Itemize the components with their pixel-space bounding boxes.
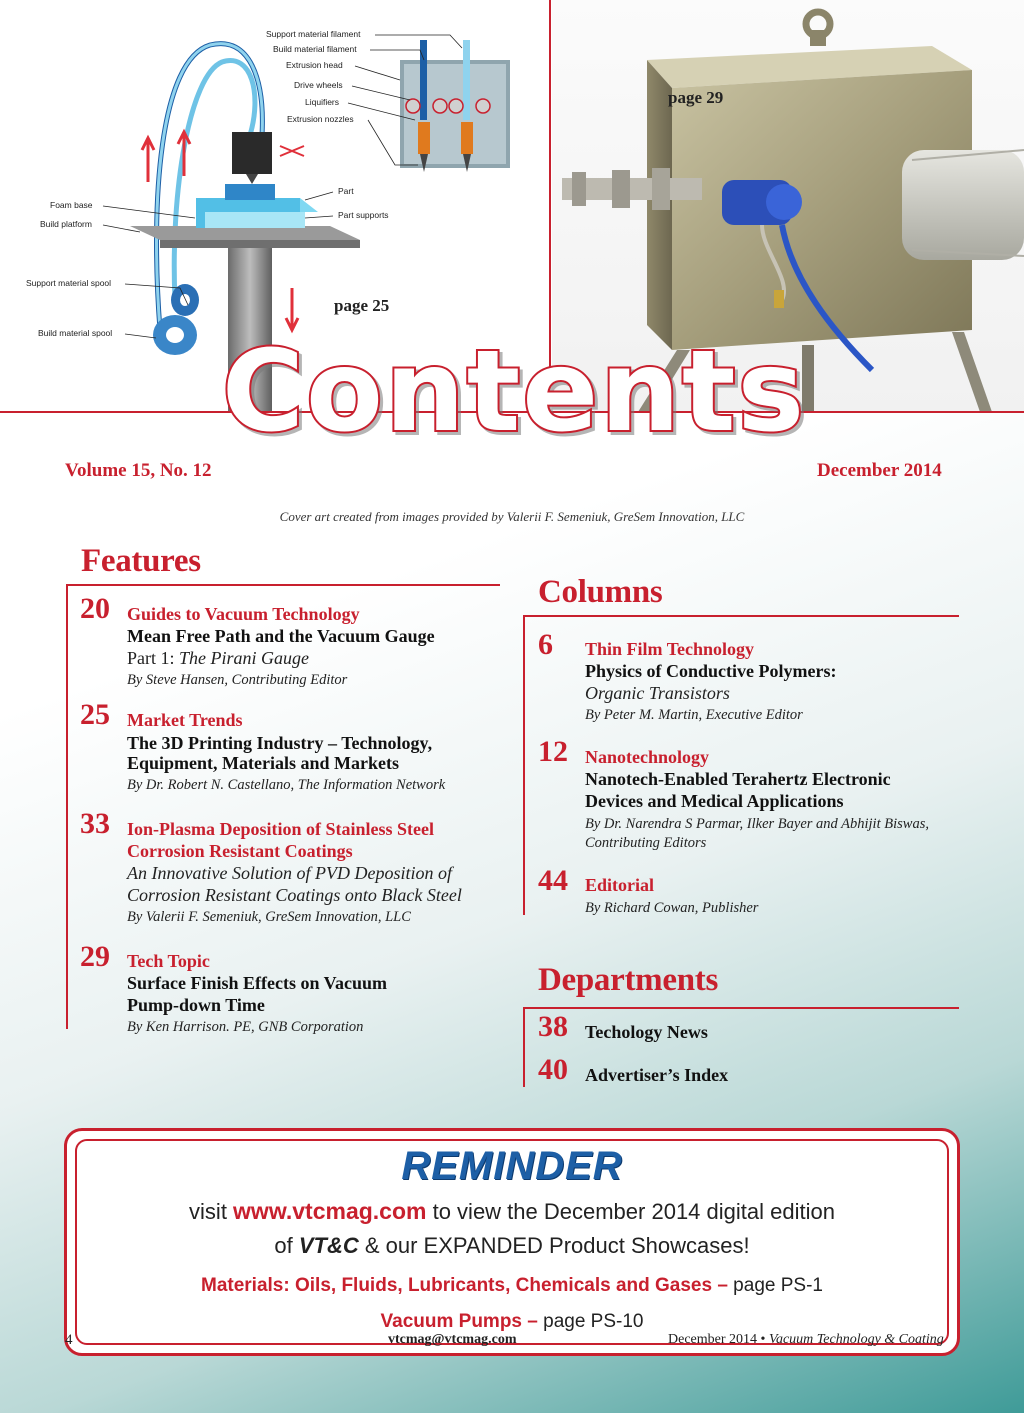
column-page-number: 44 [538, 864, 568, 897]
label-support-filament: Support material filament [266, 29, 361, 39]
feature-page-number: 20 [80, 592, 110, 625]
footer-issue-date: December 2014 [668, 1332, 758, 1347]
label-foam-base: Foam base [50, 200, 93, 210]
reminder-text: to view the December 2014 digital edition [426, 1199, 835, 1224]
label-build-platform: Build platform [40, 219, 92, 229]
column-byline: By Peter M. Martin, Executive Editor [585, 707, 803, 723]
photo-page-ref: page 29 [668, 88, 724, 107]
column-title[interactable]: Physics of Conductive Polymers: [585, 661, 837, 681]
feature-title-line[interactable]: Equipment, Materials and Markets [127, 753, 399, 773]
footer-bullet: • [760, 1332, 766, 1347]
showcase-page: page PS-10 [537, 1311, 644, 1332]
showcase-page: page PS-1 [727, 1275, 823, 1296]
label-extrusion-nozzles: Extrusion nozzles [287, 114, 354, 124]
column-title-line[interactable]: Devices and Medical Applications [585, 791, 844, 811]
reminder-showcase-2[interactable] [64, 1311, 960, 1333]
reminder-showcase-1[interactable] [64, 1275, 960, 1297]
label-part-supports: Part supports [338, 210, 389, 220]
department-page-number: 38 [538, 1010, 568, 1043]
contents-title-graphic [104, 340, 924, 460]
feature-subtitle-italic: The Pirani Gauge [179, 648, 309, 668]
footer-email[interactable]: vtcmag@vtcmag.com [388, 1332, 517, 1347]
columns-heading: Columns [538, 574, 663, 610]
columns-rule [523, 615, 959, 617]
reminder-text: of [274, 1233, 299, 1258]
volume-issue: Volume 15, No. 12 [65, 460, 212, 481]
feature-subtitle-prefix: Part 1: [127, 648, 179, 668]
label-extrusion-head: Extrusion head [286, 60, 343, 70]
departments-rule [523, 1007, 959, 1009]
features-heading: Features [81, 543, 201, 579]
feature-category[interactable]: Tech Topic [127, 951, 210, 971]
label-drive-wheels: Drive wheels [294, 80, 343, 90]
column-byline-line: By Dr. Narendra S Parmar, Ilker Bayer and Abhijit Biswas, [585, 816, 929, 832]
feature-category[interactable]: Market Trends [127, 710, 243, 730]
label-support-spool: Support material spool [26, 278, 112, 288]
feature-subtitle-italic: Corrosion Resistant Coatings onto Black Steel [127, 885, 462, 905]
diagram-page-ref: page 25 [334, 296, 390, 315]
feature-category-line[interactable]: Ion-Plasma Deposition of Stainless Steel [127, 819, 435, 839]
columns-rule-vertical [523, 615, 525, 915]
reminder-line-2 [64, 1233, 960, 1259]
features-rule [66, 584, 500, 586]
label-build-spool: Build material spool [38, 328, 113, 338]
feature-byline: By Dr. Robert N. Castellano, The Information Network [127, 777, 446, 793]
column-subtitle [585, 683, 730, 704]
column-category[interactable]: Thin Film Technology [585, 639, 755, 659]
column-page-number: 12 [538, 735, 568, 768]
column-category[interactable]: Nanotechnology [585, 747, 710, 767]
cover-credit: Cover art created from images provided by Valerii F. Semeniuk, GreSem Innovation, LLC [279, 509, 745, 524]
reminder-url-link[interactable]: www.vtcmag.com [233, 1198, 427, 1224]
column-subtitle-italic: Organic Transistors [585, 683, 730, 703]
feature-subtitle-italic: An Innovative Solution of PVD Deposition of [127, 863, 452, 883]
feature-subtitle-line [127, 863, 452, 884]
features-rule-vertical [66, 584, 68, 1029]
column-category[interactable]: Editorial [585, 875, 655, 895]
label-liquifiers: Liquifiers [305, 97, 340, 107]
reminder-brand: VT&C [298, 1233, 359, 1258]
feature-subtitle [127, 648, 309, 669]
label-build-filament: Build material filament [273, 44, 357, 54]
reminder-line-1 [64, 1198, 960, 1225]
feature-title-line[interactable]: Pump-down Time [127, 995, 265, 1015]
departments-heading: Departments [538, 962, 718, 998]
reminder-title: REMINDER [401, 1144, 623, 1188]
feature-byline: By Ken Harrison. PE, GNB Corporation [127, 1019, 364, 1035]
top-divider-vertical [549, 0, 551, 370]
showcase-title: Vacuum Pumps – [380, 1311, 538, 1332]
column-page-number: 6 [538, 628, 553, 661]
feature-title-line[interactable]: Surface Finish Effects on Vacuum [127, 973, 388, 993]
column-byline: By Richard Cowan, Publisher [585, 900, 759, 916]
feature-title[interactable]: Mean Free Path and the Vacuum Gauge [127, 626, 435, 646]
feature-byline: By Valerii F. Semeniuk, GreSem Innovation, LLC [127, 909, 411, 925]
department-title[interactable]: Techology News [585, 1022, 708, 1042]
footer-page-number: 4 [65, 1332, 73, 1348]
footer-magazine-name: Vacuum Technology & Coating [768, 1332, 944, 1347]
label-part: Part [338, 186, 354, 196]
issue-date: December 2014 [817, 460, 942, 481]
feature-page-number: 33 [80, 807, 110, 840]
column-byline-line: Contributing Editors [585, 835, 707, 851]
feature-category-line[interactable]: Corrosion Resistant Coatings [127, 841, 353, 861]
column-title-line[interactable]: Nanotech-Enabled Terahertz Electronic [585, 769, 891, 789]
showcase-title: Materials: Oils, Fluids, Lubricants, Chemicals and Gases – [201, 1275, 728, 1296]
feature-byline: By Steve Hansen, Contributing Editor [127, 672, 348, 688]
feature-page-number: 25 [80, 698, 110, 731]
feature-subtitle-line [127, 885, 462, 906]
feature-title-line[interactable]: The 3D Printing Industry – Technology, [127, 733, 433, 753]
feature-category[interactable]: Guides to Vacuum Technology [127, 604, 360, 624]
contents-title: Contents [221, 340, 807, 457]
feature-page-number: 29 [80, 940, 110, 973]
department-page-number: 40 [538, 1053, 568, 1086]
footer-issue [668, 1332, 944, 1348]
reminder-text: visit [189, 1199, 234, 1224]
department-title[interactable]: Advertiser’s Index [585, 1065, 729, 1085]
reminder-text: & our EXPANDED Product Showcases! [358, 1233, 750, 1258]
departments-rule-vertical [523, 1007, 525, 1087]
